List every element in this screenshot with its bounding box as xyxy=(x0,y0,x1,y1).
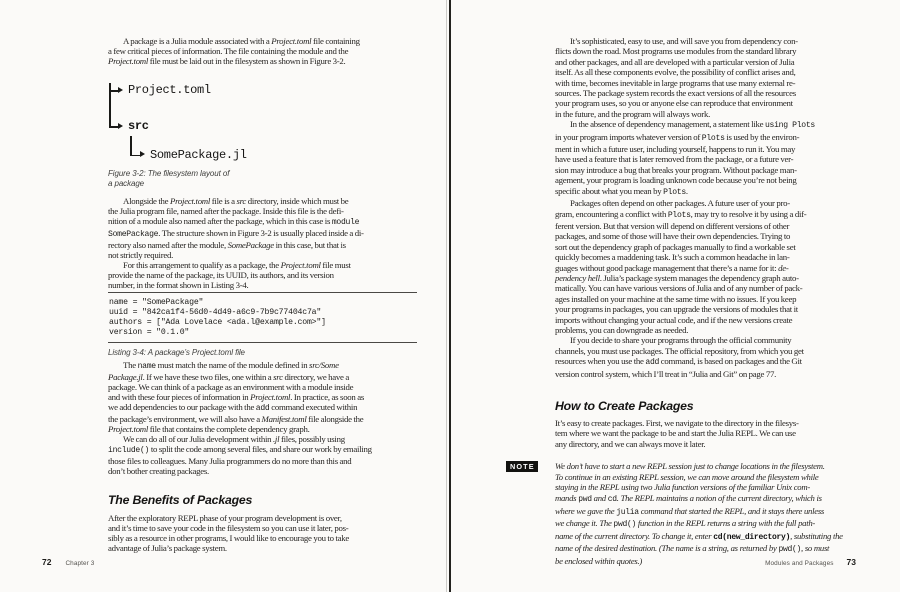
text-segment: . If we have these two files, one within a xyxy=(142,371,274,382)
text-segment: be enclosed within quotes.) xyxy=(555,555,643,566)
paragraph-line xyxy=(108,424,417,434)
text-segment: authors = ["Ada Lovelace <ada.l@example.com>"] xyxy=(109,318,326,327)
paragraph-line xyxy=(108,250,417,260)
paragraph-line xyxy=(555,57,857,67)
text-segment: Project.toml xyxy=(108,56,149,66)
page-left xyxy=(0,0,449,592)
text-segment: advantage of Julia’s package system. xyxy=(108,542,227,553)
text-segment: not strictly required. xyxy=(108,250,174,260)
paragraph-line xyxy=(555,119,857,131)
text-segment: file containing xyxy=(311,36,360,46)
text-segment: guages without good package management that there’s a name for it: xyxy=(555,262,779,273)
text-segment: command, is based on packages and the Git xyxy=(659,356,802,367)
text-segment: your programs in packages, you can upgrade the versions of modules that it xyxy=(555,304,798,315)
text-segment: Listing 3-4: A package’s Project.toml file xyxy=(108,348,245,357)
paragraph-line xyxy=(555,88,857,98)
text-segment: agement, your program is loading unknown code because you’re not being xyxy=(555,175,797,186)
text-segment: to split the code among several files, and share our work by emailing xyxy=(149,443,372,454)
paragraph-line xyxy=(555,369,857,379)
text-segment: a package xyxy=(108,178,145,188)
text-segment: file must be laid out in the filesystem as shown in Figure 3-2. xyxy=(148,56,346,66)
text-segment: We can do all of our Julia development within xyxy=(123,433,273,444)
section-heading: How to Create Packages xyxy=(555,399,694,413)
text-segment: gram, encountering a conflict with xyxy=(555,208,668,219)
text-segment: resources when you use the xyxy=(555,356,646,367)
right-page-body xyxy=(510,36,857,567)
text-segment: module xyxy=(331,218,360,227)
paragraph xyxy=(108,36,417,66)
text-segment: Plots xyxy=(663,187,686,197)
text-segment: pwd() xyxy=(613,520,637,530)
paragraph xyxy=(108,434,417,476)
paragraph-line xyxy=(108,270,417,280)
listing-caption xyxy=(108,348,417,358)
text-segment: with time, becomes inevitable in large programs that use many external re- xyxy=(555,77,796,88)
text-segment: matically. You can have various versions of Julia and of any number of pack- xyxy=(555,283,803,294)
text-segment: file is a xyxy=(210,196,237,206)
paragraph xyxy=(108,360,417,434)
text-segment: We don’t have to start a new REPL session just to change locations in the filesystem. xyxy=(555,461,825,472)
text-segment: problems, you can downgrade as needed. xyxy=(555,324,689,335)
left-page-footer xyxy=(42,552,94,570)
caption-line xyxy=(108,169,417,179)
paragraph-line xyxy=(108,196,417,206)
text-segment: src xyxy=(236,196,247,206)
text-segment: src/Some xyxy=(309,359,339,370)
text-segment: . The REPL maintains a notion of the current directory, which is xyxy=(616,493,822,503)
paragraph-line xyxy=(108,434,417,444)
paragraph-line xyxy=(555,273,857,283)
paragraph-line xyxy=(555,144,857,154)
text-segment: Alongside the xyxy=(123,196,170,206)
paragraph-line xyxy=(108,382,417,392)
text-segment: . xyxy=(685,185,688,196)
text-segment: function in the REPL returns a string with the full path- xyxy=(636,518,816,529)
code-line xyxy=(109,328,417,338)
note-line xyxy=(555,531,857,544)
paragraph-line xyxy=(108,260,417,270)
paragraph-line xyxy=(555,175,857,185)
text-segment: . Julia’s package system manages the dependency graph auto- xyxy=(599,272,799,283)
text-segment: in the future, and the program will always work. xyxy=(555,108,710,119)
text-segment: , may try to resolve it by using a dif- xyxy=(690,208,807,219)
text-segment: , so must xyxy=(801,543,830,554)
text-segment: is used by the environ- xyxy=(724,131,800,142)
paragraph-line xyxy=(108,444,417,456)
note-line xyxy=(555,461,857,472)
text-segment: rectory also named after the module, xyxy=(108,240,228,250)
text-segment: number, in the format shown in Listing 3-4. xyxy=(108,280,249,290)
paragraph-line xyxy=(555,98,857,108)
text-segment: .jl xyxy=(273,433,280,444)
text-segment: pendency hell xyxy=(555,272,600,283)
text-segment: in your program imports whatever version of xyxy=(555,131,702,142)
paragraph-line xyxy=(108,402,417,414)
tree-item-label: src xyxy=(128,119,149,133)
code-line xyxy=(109,318,417,328)
paragraph-line xyxy=(555,346,857,356)
text-segment: file that contains the complete dependency graph. xyxy=(148,423,310,434)
text-segment: any directory, and we can always move it later. xyxy=(555,438,706,449)
page-number: 72 xyxy=(42,557,52,567)
text-segment: name = "SomePackage" xyxy=(109,298,204,307)
paragraph-line xyxy=(555,46,857,56)
paragraph-line xyxy=(555,209,857,221)
paragraph-line xyxy=(555,165,857,175)
text-segment: add xyxy=(255,403,270,413)
paragraph-line xyxy=(555,221,857,231)
text-segment: SomePackage xyxy=(227,240,274,250)
text-segment: provide the name of the package, its UUID, its authors, and its version xyxy=(108,270,334,280)
paragraph-line xyxy=(108,543,417,553)
text-segment: your program uses, so you or anyone else can reproduce that environment xyxy=(555,98,793,109)
note-line xyxy=(555,472,857,483)
text-segment: using Plots xyxy=(764,121,815,131)
text-segment: SomePackage xyxy=(108,230,159,239)
text-segment: specific about what you mean by xyxy=(555,185,664,196)
text-segment: directory, inside which must be xyxy=(246,196,349,206)
paragraph-line xyxy=(108,372,417,382)
paragraph-line xyxy=(555,294,857,304)
text-segment: In the absence of dependency management, a statement like xyxy=(570,119,765,130)
text-segment: quickly becomes a maddening task. It’s such a common headache in lan- xyxy=(555,252,790,263)
text-segment: must match the name of the module defined in xyxy=(155,359,310,370)
text-segment: ment in which a future user, including yourself, happens to run it. You may xyxy=(555,144,796,155)
paragraph xyxy=(555,36,857,119)
text-segment: those files to colleagues. Many Julia programmers do no more than this and xyxy=(108,455,352,466)
text-segment: julia xyxy=(616,507,639,517)
text-segment: we add dependencies to our package with the xyxy=(108,401,256,412)
text-segment: Project.toml xyxy=(250,391,291,402)
paragraph-line xyxy=(108,36,417,46)
paragraph-line xyxy=(108,280,417,290)
running-head: Modules and Packages xyxy=(765,560,834,567)
note-line xyxy=(555,506,857,519)
text-segment: staying in the REPL using two Julia function versions of the familiar Unix com- xyxy=(555,482,810,493)
tree-connector xyxy=(130,136,132,156)
tree-item-label: SomePackage.jl xyxy=(150,147,247,162)
note-label: NOTE xyxy=(506,461,538,472)
page-right xyxy=(452,0,900,592)
text-segment: in this case, but that is xyxy=(273,240,346,250)
text-segment: Project.toml xyxy=(280,260,321,270)
caption-line xyxy=(108,348,417,358)
paragraph xyxy=(555,335,857,379)
note-line xyxy=(555,493,857,506)
paragraph-line xyxy=(555,186,857,198)
text-segment: imports without changing your actual code, and if the new versions create xyxy=(555,314,793,325)
text-segment: command executed within xyxy=(269,401,358,412)
text-segment: include() xyxy=(108,445,150,455)
tree-connector xyxy=(118,123,123,129)
paragraph xyxy=(108,196,417,260)
code-listing xyxy=(108,292,417,343)
right-page-footer xyxy=(765,552,856,570)
text-segment: name xyxy=(137,361,156,371)
text-segment: channels, you must use packages. The official repository, from which you get xyxy=(555,345,804,356)
text-segment: . The structure shown in Figure 3-2 is usually placed inside a di- xyxy=(158,228,364,238)
text-segment: It’s sophisticated, easy to use, and will save you from dependency con- xyxy=(570,36,798,46)
paragraph-line xyxy=(108,392,417,402)
text-segment: and xyxy=(591,493,608,503)
paragraph-line xyxy=(108,466,417,476)
paragraph-line xyxy=(108,240,417,250)
text-segment: file must xyxy=(320,260,351,270)
text-segment: Plots xyxy=(701,133,725,143)
text-segment: and it’s time to save your code in the filesystem so you can use it later, pos- xyxy=(108,522,349,533)
note-line xyxy=(555,518,857,531)
page-gutter-divider xyxy=(449,0,451,592)
paragraph-line xyxy=(555,304,857,314)
text-segment: If you decide to share your programs through the official community xyxy=(570,335,792,346)
text-segment: don’t bother creating packages. xyxy=(108,465,209,476)
text-segment: Project.toml xyxy=(170,196,211,206)
paragraph xyxy=(108,513,417,553)
paragraph-line xyxy=(555,325,857,335)
text-segment: A package is a Julia module associated with a xyxy=(123,36,272,46)
caption-line xyxy=(108,179,417,189)
text-segment: we change it. The xyxy=(555,518,614,529)
text-segment: mands xyxy=(555,493,579,503)
text-segment: de- xyxy=(778,262,789,273)
text-segment: After the exploratory REPL phase of your program development is over, xyxy=(108,512,342,523)
paragraph-line xyxy=(555,335,857,345)
paragraph-line xyxy=(555,418,857,428)
left-page-body xyxy=(108,36,417,553)
paragraph-line xyxy=(555,252,857,262)
text-segment: and other packages, and all are developed with a particular version of Julia xyxy=(555,56,795,67)
text-segment: flicts down the road. Most programs use modules from the standard library xyxy=(555,46,797,57)
text-segment: For this arrangement to qualify as a package, the xyxy=(123,260,281,270)
filesystem-tree-figure xyxy=(108,80,417,164)
text-segment: Package.jl xyxy=(108,371,143,382)
paragraph-line xyxy=(555,283,857,293)
text-segment: version control system, which I’ll treat in “Julia and Git” on page 77. xyxy=(555,368,777,379)
text-segment: Project.toml xyxy=(271,36,312,46)
tree-connector xyxy=(109,90,118,92)
text-segment: sibly as a resource in other programs, I would like to encourage you to take xyxy=(108,532,349,543)
text-segment: ferent version. But that version will depend on different versions of other xyxy=(555,220,790,231)
text-segment: have used a feature that is later removed from the package, or a future ver- xyxy=(555,154,794,165)
text-segment: add xyxy=(645,358,660,368)
text-segment: files, possibly using xyxy=(279,433,345,444)
paragraph-line xyxy=(108,523,417,533)
paragraph-line xyxy=(108,456,417,466)
text-segment: name of the desired destination. (The name is a string, as returned by xyxy=(555,543,779,554)
tree-item-label: Project.toml xyxy=(128,83,211,97)
paragraph-line xyxy=(555,36,857,46)
text-segment: src xyxy=(273,371,283,382)
paragraph-line xyxy=(555,109,857,119)
paragraph-line xyxy=(555,231,857,241)
text-segment: command that started the REPL, and it stays there unless xyxy=(638,505,825,516)
paragraph-line xyxy=(555,78,857,88)
text-segment: version = "0.1.0" xyxy=(109,328,190,337)
paragraph-line xyxy=(555,428,857,438)
text-segment: Plots xyxy=(667,210,691,220)
paragraph-line xyxy=(555,198,857,208)
text-segment: Project.toml xyxy=(108,423,149,434)
text-segment: and with these four pieces of information in xyxy=(108,391,251,402)
text-segment: where we gave the xyxy=(555,505,617,516)
text-segment: nition of a module also named after the package, which in this case is xyxy=(108,216,332,226)
text-segment: sion may introduce a bug that breaks your program. Without package man- xyxy=(555,164,797,175)
text-segment: tem where we want the package to be and start the Julia REPL. We can use xyxy=(555,428,796,439)
section-heading: The Benefits of Packages xyxy=(108,492,253,507)
note-line xyxy=(555,482,857,493)
page-number: 73 xyxy=(846,557,856,567)
paragraph-line xyxy=(108,206,417,216)
paragraph-line xyxy=(108,513,417,523)
code-line xyxy=(109,298,417,308)
text-segment: the Julia program file, named after the package. Inside this file is the defi- xyxy=(108,206,344,216)
text-segment: Figure 3-2: The filesystem layout of xyxy=(108,169,230,178)
paragraph-line xyxy=(555,263,857,273)
tree-connector xyxy=(140,151,145,157)
tree-connector xyxy=(130,155,140,157)
text-segment: sort out the dependency graph of packages manually to find a workable set xyxy=(555,241,796,252)
code-line xyxy=(109,308,417,318)
figure-caption xyxy=(108,169,417,188)
text-segment: the package’s environment, we will also have a xyxy=(108,413,262,424)
text-segment: cd(new_directory) xyxy=(713,532,791,542)
text-segment: To continue in an existing REPL session, we can move around the filesystem while xyxy=(555,471,819,482)
paragraph-line xyxy=(108,46,417,56)
text-segment: a few critical pieces of information. The file containing the module and the xyxy=(108,46,349,56)
text-segment: name of the current directory. To change it, enter xyxy=(555,530,714,541)
text-segment: file alongside the xyxy=(306,413,364,424)
paragraph xyxy=(108,260,417,290)
text-segment: Manifest.toml xyxy=(261,413,307,424)
paragraph xyxy=(555,119,857,198)
paragraph-line xyxy=(108,414,417,424)
paragraph xyxy=(555,418,857,449)
paragraph-line xyxy=(108,228,417,240)
paragraph-line xyxy=(108,56,417,66)
paragraph-line xyxy=(108,533,417,543)
text-segment: , substituting the xyxy=(790,530,843,541)
note-block xyxy=(510,461,857,566)
paragraph-line xyxy=(108,360,417,372)
text-segment: sources. The package system records the exact versions of all the resources xyxy=(555,88,796,99)
paragraph-line xyxy=(555,315,857,325)
text-segment: ages installed on your machine at the same time with no issues. If you keep xyxy=(555,293,797,304)
text-segment: packages, and some of those will have their own dependencies. Trying to xyxy=(555,231,791,242)
paragraph xyxy=(555,198,857,335)
text-segment: Packages often depend on other packages. A future user of your pro- xyxy=(570,198,790,209)
tree-connector xyxy=(118,87,123,93)
paragraph-line xyxy=(555,67,857,77)
text-segment: package. We can think of a package as an environment with a module inside xyxy=(108,381,354,392)
text-segment: It’s easy to create packages. First, we navigate to the directory in the filesys- xyxy=(555,418,799,428)
text-segment: . In practice, as soon as xyxy=(290,391,365,402)
text-segment: itself. As all these components evolve, the possibility of conflict arises and, xyxy=(555,67,796,78)
paragraph-line xyxy=(555,132,857,144)
tree-connector xyxy=(109,126,118,128)
text-segment: directory, we have a xyxy=(282,371,350,382)
text-segment: pwd() xyxy=(778,545,802,555)
page-gutter-shadow xyxy=(446,0,447,592)
paragraph-line xyxy=(555,356,857,368)
paragraph-line xyxy=(555,154,857,164)
text-segment: cd xyxy=(607,495,617,504)
paragraph-line xyxy=(555,439,857,449)
text-segment: pwd xyxy=(578,495,592,504)
running-head: Chapter 3 xyxy=(65,560,95,567)
paragraph-line xyxy=(555,242,857,252)
text-segment: The xyxy=(123,359,138,370)
text-segment: uuid = "842ca1f4-56d0-4d49-a6c9-7b9c77404c7a" xyxy=(109,308,322,317)
paragraph-line xyxy=(108,216,417,228)
